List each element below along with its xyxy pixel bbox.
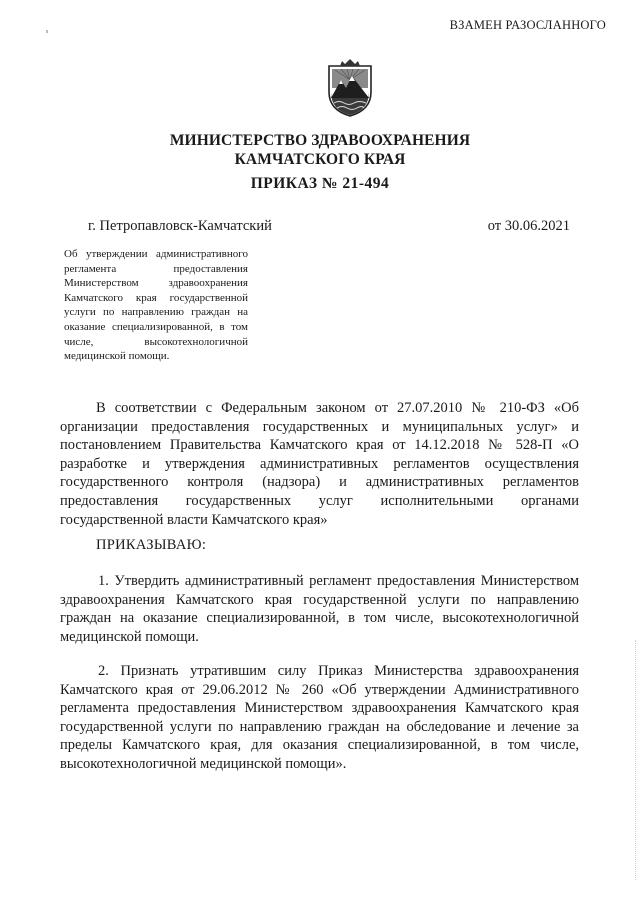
city-name: г. Петропавловск-Камчатский xyxy=(88,218,272,234)
order-directive: ПРИКАЗЫВАЮ: xyxy=(96,537,207,553)
kamchatka-coat-of-arms-icon xyxy=(325,58,375,118)
preamble-paragraph: В соответствии с Федеральным законом от 27.07.2010 № 210-ФЗ «Об организации предоставления государственных и муниципальных услуг» и постановлением Правительства Камчатского края от 14.12.2018 № 528-П «О разработке и утверждения административных регламентов осуществления государственного контроля (надзора) и административных регламентов предоставления государственных услуг исполнительными органами государственной власти Камчатского края» xyxy=(60,400,579,528)
order-item-2: 2. Признать утратившим силу Приказ Министерства здравоохранения Камчатского края от 29.06.2012 № 260 «Об утверждении Административного регламента предоставления Министерством здравоохранения Камчатского края государственной услуги по направлению граждан на обследование и лечение за пределы Камчатского края, для оказания специализированной, в том числе, высокотехнологичной медицинской помощи». xyxy=(60,663,579,772)
scan-artifact xyxy=(46,30,48,33)
replacement-stamp: ВЗАМЕН РАЗОСЛАННОГО xyxy=(449,18,606,32)
ministry-heading xyxy=(0,131,640,169)
ministry-name-line1: МИНИСТЕРСТВО ЗДРАВООХРАНЕНИЯ xyxy=(169,132,471,149)
order-subject: Об утверждении административного регламента предоставления Министерством здравоохранения Камчатского края государственной услуги по направлению граждан на оказание специализированной, в том числе, высокотехнологичной медицинской помощи. xyxy=(64,248,248,363)
order-title: ПРИКАЗ № 21-494 xyxy=(250,175,390,192)
order-item-1: 1. Утвердить административный регламент предоставления Министерством здравоохранения Камчатского края государственной услуги по направлению граждан на оказание специализированной, в том числе, высокотехнологичной медицинской помощи. xyxy=(60,573,579,645)
order-date: от 30.06.2021 xyxy=(487,218,570,234)
scan-edge-artifact xyxy=(633,640,636,880)
ministry-name-line2: КАМЧАТСКОГО КРАЯ xyxy=(234,151,406,168)
